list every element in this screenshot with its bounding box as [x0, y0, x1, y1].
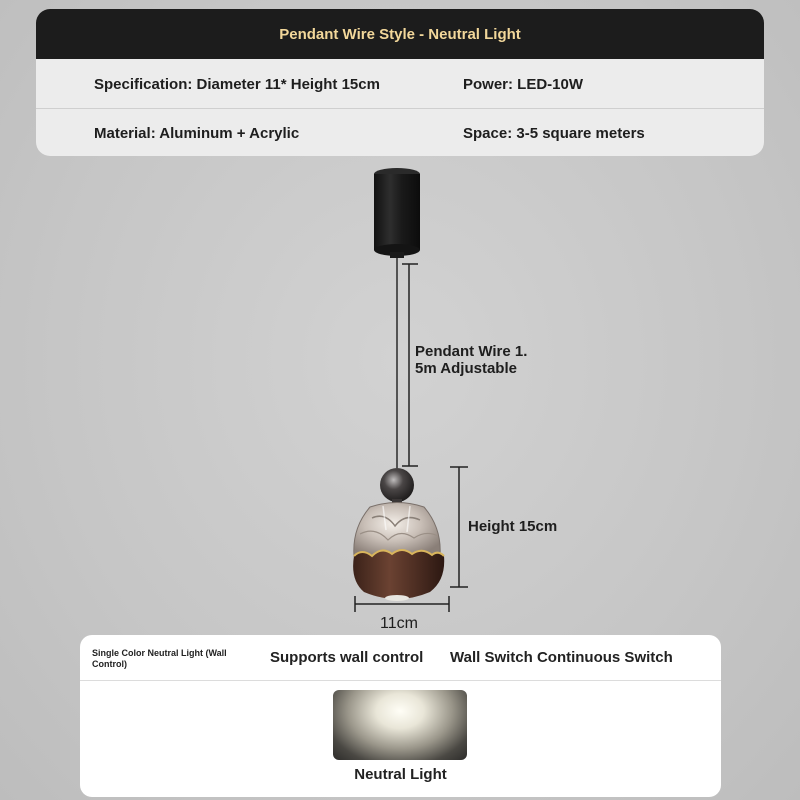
light-options-card: [80, 635, 721, 797]
spec-dimensions: Specification: Diameter 11* Height 15cm: [94, 76, 380, 93]
ceiling-canopy: [374, 168, 420, 258]
option-wall-control: Supports wall control: [270, 649, 424, 666]
wire-length-line-1: Pendant Wire 1.: [415, 343, 528, 360]
metal-ball-connector: [380, 468, 414, 502]
spec-power: Power: LED-10W: [463, 76, 584, 93]
spec-title: Pendant Wire Style - Neutral Light: [279, 25, 521, 43]
neutral-light-swatch[interactable]: [333, 690, 467, 760]
wood-base: [353, 550, 444, 601]
option-switch-type: Wall Switch Continuous Switch: [450, 649, 673, 666]
light-options-row: [80, 635, 721, 681]
wire-length-line-2: 5m Adjustable: [415, 360, 517, 377]
height-label: Height 15cm: [468, 518, 558, 535]
spec-material: Material: Aluminum + Acrylic: [94, 124, 300, 142]
width-label: 11cm: [380, 615, 418, 632]
acrylic-shade: [354, 503, 440, 557]
height-dimension-line: [450, 467, 468, 587]
neutral-light-label: Neutral Light: [354, 766, 447, 783]
option-light-type: Single Color Neutral Light (Wall Control): [92, 648, 227, 669]
wire-length-label: [415, 343, 527, 377]
spec-space: Space: 3-5 square meters: [463, 124, 645, 142]
